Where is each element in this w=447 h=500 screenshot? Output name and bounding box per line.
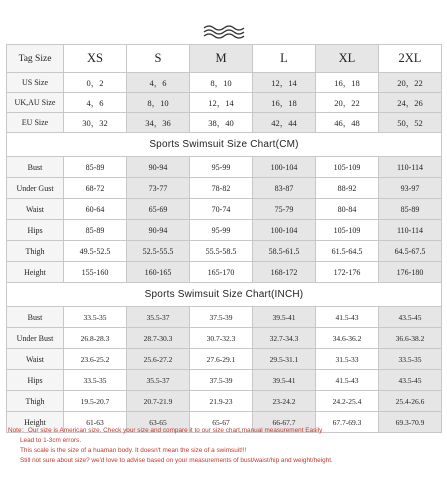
header-row [7,45,442,73]
table-cell: 25.6-27.2 [127,349,190,370]
table-row [7,220,442,241]
row-label: Bust [7,157,64,178]
table-cell: 63-65 [127,412,190,433]
table-cell: 168-172 [253,262,316,283]
table-cell: 4，6 [64,93,127,113]
row-label: Hips [7,220,64,241]
table-cell: 39.5-41 [253,370,316,391]
table-cell: 105-109 [316,157,379,178]
row-label: Thigh [7,241,64,262]
table-cell: 52.5-55.5 [127,241,190,262]
header-cell: S [127,45,190,73]
table-cell: 37.5-39 [190,370,253,391]
row-label: Under Bust [7,328,64,349]
note-line: This scale is the size of a huaman body. It doesn't mean the size of a swimsuit!!! [20,447,247,454]
table-cell: 90-94 [127,157,190,178]
header-cell: M [190,45,253,73]
table-cell: 12，14 [190,93,253,113]
table-row [7,328,442,349]
table-cell: 65-69 [127,199,190,220]
table-cell: 85-89 [379,199,442,220]
table-cell: 55.5-58.5 [190,241,253,262]
table-cell: 8，10 [127,93,190,113]
table-cell: 75-79 [253,199,316,220]
table-cell: 39.5-41 [253,307,316,328]
table-cell: 30.7-32.3 [190,328,253,349]
table-cell: 43.5-45 [379,370,442,391]
header-cell: XL [316,45,379,73]
table-cell: 160-165 [127,262,190,283]
table-cell: 93-97 [379,178,442,199]
table-cell: 172-176 [316,262,379,283]
note-line: Lead to 1-3cm errors. [20,437,82,444]
table-cell: 33.5-35 [64,370,127,391]
table-cell: 41.5-43 [316,307,379,328]
table-cell: 61-63 [64,412,127,433]
cm-section-title: Sports Swimsuit Size Chart(CM) [7,133,442,157]
table-cell: 32.7-34.3 [253,328,316,349]
table-cell: 25.4-26.6 [379,391,442,412]
table-row [7,178,442,199]
table-cell: 36.6-38.2 [379,328,442,349]
table-cell: 24，26 [379,93,442,113]
table-cell: 46，48 [316,113,379,133]
row-label: Thigh [7,391,64,412]
size-chart-table [6,44,442,433]
table-cell: 34，36 [127,113,190,133]
table-cell: 34.6-36.2 [316,328,379,349]
row-label: Under Gust [7,178,64,199]
table-cell: 67.7-69.3 [316,412,379,433]
table-cell: 23.6-25.2 [64,349,127,370]
table-cell: 19.5-20.7 [64,391,127,412]
wave-decoration [0,24,447,40]
row-label: EU Size [7,113,64,133]
table-cell: 50，52 [379,113,442,133]
table-cell: 35.5-37 [127,307,190,328]
table-cell: 42，44 [253,113,316,133]
wave-icon [202,24,246,40]
table-cell: 0，2 [64,73,127,93]
table-cell: 30，32 [64,113,127,133]
table-cell: 31.5-33 [316,349,379,370]
table-cell: 33.5-35 [379,349,442,370]
table-cell: 29.5-31.1 [253,349,316,370]
table-cell: 49.5-52.5 [64,241,127,262]
table-row [7,241,442,262]
table-cell: 20，22 [379,73,442,93]
table-cell: 8，10 [190,73,253,93]
note-line: Still not sure about size? we'd love to advise based on your measurements of bust/waist/hip and weight/height. [20,457,333,464]
table-cell: 176-180 [379,262,442,283]
table-cell: 16，18 [316,73,379,93]
table-cell: 83-87 [253,178,316,199]
table-cell: 88-92 [316,178,379,199]
row-label: Height [7,262,64,283]
table-cell: 95-99 [190,220,253,241]
table-row [7,349,442,370]
table-cell: 85-89 [64,157,127,178]
table-cell: 100-104 [253,220,316,241]
header-cell: XS [64,45,127,73]
table-cell: 4，6 [127,73,190,93]
table-cell: 68-72 [64,178,127,199]
table-row [7,199,442,220]
table-row [7,113,442,133]
table-cell: 26.8-28.3 [64,328,127,349]
table-row [7,73,442,93]
header-cell: L [253,45,316,73]
table-cell: 16，18 [253,93,316,113]
table-cell: 37.5-39 [190,307,253,328]
table-cell: 110-114 [379,157,442,178]
table-cell: 105-109 [316,220,379,241]
section-title-row [7,283,442,307]
note-line: Note：Our size is American size. Check your size and compare it to our size chart,manual measurement Easily [8,427,323,434]
table-cell: 165-170 [190,262,253,283]
inch-section-title: Sports Swimsuit Size Chart(INCH) [7,283,442,307]
row-label: US Size [7,73,64,93]
table-cell: 20.7-21.9 [127,391,190,412]
table-cell: 28.7-30.3 [127,328,190,349]
table-cell: 70-74 [190,199,253,220]
table-cell: 23-24.2 [253,391,316,412]
table-cell: 20，22 [316,93,379,113]
table-cell: 35.5-37 [127,370,190,391]
table-row [7,262,442,283]
table-row [7,307,442,328]
section-title-row [7,133,442,157]
table-cell: 60-64 [64,199,127,220]
table-cell: 43.5-45 [379,307,442,328]
table-cell: 41.5-43 [316,370,379,391]
notes [8,426,442,466]
row-label: Waist [7,199,64,220]
table-cell: 78-82 [190,178,253,199]
table-cell: 27.6-29.1 [190,349,253,370]
table-cell: 155-160 [64,262,127,283]
table-cell: 64.5-67.5 [379,241,442,262]
table-cell: 80-84 [316,199,379,220]
row-label: Height [7,412,64,433]
row-label: UK,AU Size [7,93,64,113]
table-cell: 38，40 [190,113,253,133]
table-row [7,370,442,391]
table-cell: 90-94 [127,220,190,241]
table-cell: 33.5-35 [64,307,127,328]
table-cell: 61.5-64.5 [316,241,379,262]
table-cell: 69.3-70.9 [379,412,442,433]
table-row [7,157,442,178]
table-cell: 21.9-23 [190,391,253,412]
table-cell: 66-67.7 [253,412,316,433]
table-cell: 73-77 [127,178,190,199]
table-row [7,391,442,412]
table-row [7,93,442,113]
table-cell: 24.2-25.4 [316,391,379,412]
row-label: Waist [7,349,64,370]
table-cell: 58.5-61.5 [253,241,316,262]
table-cell: 110-114 [379,220,442,241]
row-label: Bust [7,307,64,328]
header-cell: Tag Size [7,45,64,73]
table-cell: 85-89 [64,220,127,241]
table-cell: 95-99 [190,157,253,178]
table-cell: 12，14 [253,73,316,93]
table-cell: 100-104 [253,157,316,178]
table-cell: 65-67 [190,412,253,433]
row-label: Hips [7,370,64,391]
header-cell: 2XL [379,45,442,73]
